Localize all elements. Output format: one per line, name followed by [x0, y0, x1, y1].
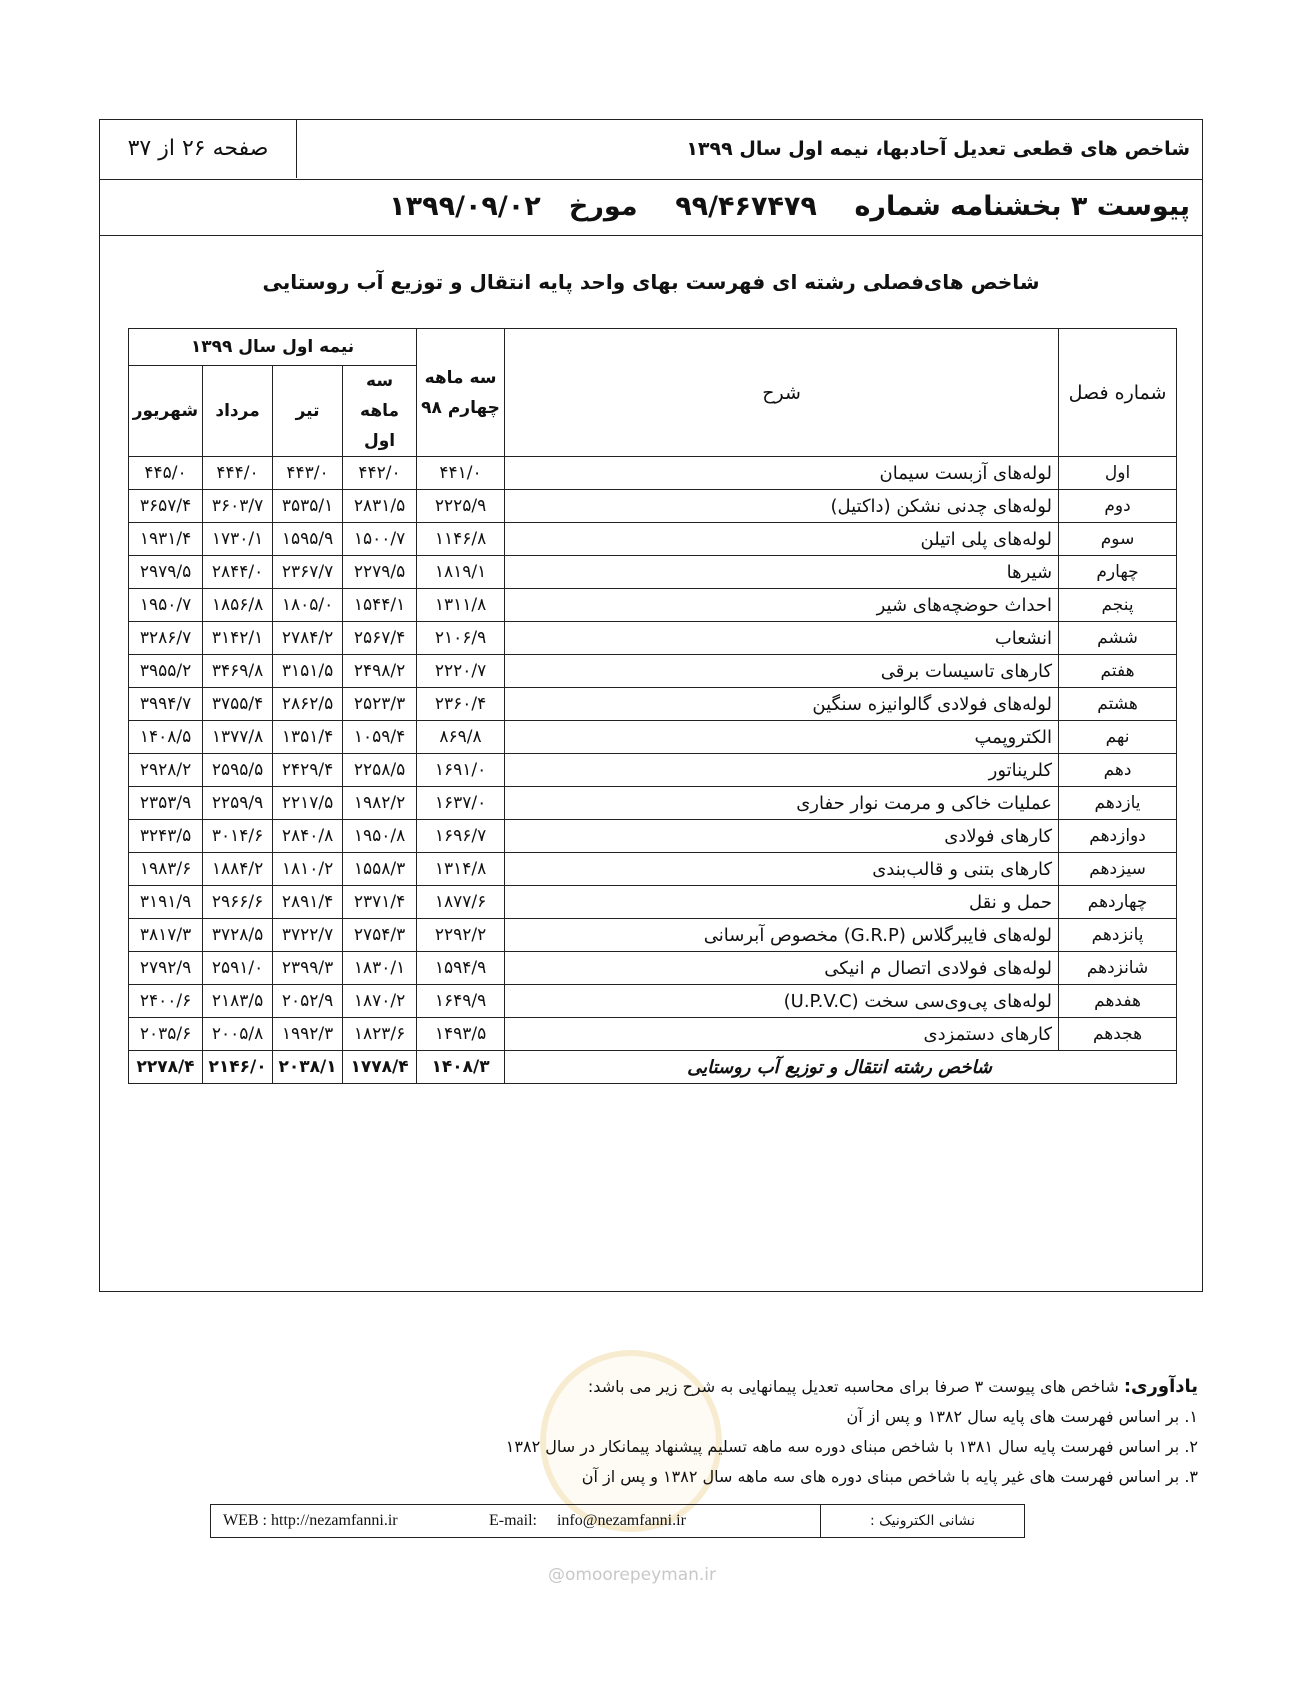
cell-sharh: لوله‌های چدنی نشکن (داکتیل): [505, 490, 1059, 523]
cell-q98: ۱۵۹۴/۹: [417, 952, 505, 985]
cell-mordad: ۳۷۵۵/۴: [203, 688, 273, 721]
cell-tir: ۳۱۵۱/۵: [273, 655, 343, 688]
cell-fasl: پانزدهم: [1059, 919, 1177, 952]
cell-q1: ۲۲۵۸/۵: [343, 754, 417, 787]
cell-mordad: ۱۷۳۰/۱: [203, 523, 273, 556]
table-body: [129, 457, 1177, 1084]
cell-shahrivar: ۲۳۵۳/۹: [129, 787, 203, 820]
cell-q1: ۱۵۰۰/۷: [343, 523, 417, 556]
cell-q1: ۱۰۵۹/۴: [343, 721, 417, 754]
table-title: شاخص های‌فصلی رشته ای فهرست بهای واحد پایه انتقال و توزیع آب روستایی: [262, 270, 1040, 294]
cell-sharh: عملیات خاکی و مرمت نوار حفاری: [505, 787, 1059, 820]
notes-item: ۳. بر اساس فهرست های غیر پایه با شاخص مبنای دوره های سه ماهه سال ۱۳۸۲ و پس از آن: [581, 1467, 1198, 1486]
notes-item: ۲. بر اساس فهرست پایه سال ۱۳۸۱ با شاخص مبنای دوره سه ماهه تسلیم پیشنهاد پیمانکار در سال ۱۳۸۲: [505, 1437, 1198, 1456]
email-link[interactable]: E-mail: info@nezamfanni.ir: [489, 1512, 686, 1529]
cell-q1: ۲۳۷۱/۴: [343, 886, 417, 919]
cell-tir: ۲۴۲۹/۴: [273, 754, 343, 787]
page-frame: [99, 119, 1203, 1292]
col-mordad: مرداد: [203, 366, 273, 457]
cell-sharh: کارهای تاسیسات برقی: [505, 655, 1059, 688]
table-row: [129, 556, 1177, 589]
cell-tir: ۲۳۶۷/۷: [273, 556, 343, 589]
table-row: [129, 787, 1177, 820]
cell-fasl: یازدهم: [1059, 787, 1177, 820]
cell-tir: ۳۵۳۵/۱: [273, 490, 343, 523]
cell-sharh: احداث حوضچه‌های شیر: [505, 589, 1059, 622]
total-label: شاخص رشته انتقال و توزیع آب روستایی: [505, 1051, 1177, 1084]
cell-fasl: دوم: [1059, 490, 1177, 523]
contact-label: نشانی الکترونیک :: [820, 1505, 1024, 1537]
cell-tir: ۲۳۹۹/۳: [273, 952, 343, 985]
cell-mordad: ۱۳۷۷/۸: [203, 721, 273, 754]
cell-tir: ۳۷۲۲/۷: [273, 919, 343, 952]
cell-tir: ۲۸۹۱/۴: [273, 886, 343, 919]
table-row: [129, 490, 1177, 523]
cell-shahrivar: ۲۴۰۰/۶: [129, 985, 203, 1018]
cell-sharh: لوله‌های پی‌وی‌سی سخت (U.P.V.C): [505, 985, 1059, 1018]
col-sharh: شرح: [505, 329, 1059, 457]
cell-q98: ۲۳۶۰/۴: [417, 688, 505, 721]
total-q98: ۱۴۰۸/۳: [417, 1051, 505, 1084]
table-row: [129, 919, 1177, 952]
cell-shahrivar: ۱۹۵۰/۷: [129, 589, 203, 622]
col-shahrivar: شهریور: [129, 366, 203, 457]
cell-q98: ۲۲۲۵/۹: [417, 490, 505, 523]
total-q1: ۱۷۷۸/۴: [343, 1051, 417, 1084]
cell-q1: ۲۵۲۳/۳: [343, 688, 417, 721]
cell-q98: ۱۶۳۷/۰: [417, 787, 505, 820]
cell-mordad: ۲۵۹۱/۰: [203, 952, 273, 985]
cell-q1: ۱۵۴۴/۱: [343, 589, 417, 622]
cell-q98: ۲۱۰۶/۹: [417, 622, 505, 655]
cell-tir: ۱۸۱۰/۲: [273, 853, 343, 886]
cell-fasl: ششم: [1059, 622, 1177, 655]
cell-q98: ۱۶۹۶/۷: [417, 820, 505, 853]
cell-q98: ۱۸۱۹/۱: [417, 556, 505, 589]
cell-tir: ۲۸۴۰/۸: [273, 820, 343, 853]
cell-fasl: هفدهم: [1059, 985, 1177, 1018]
cell-q98: ۴۴۱/۰: [417, 457, 505, 490]
cell-mordad: ۲۸۴۴/۰: [203, 556, 273, 589]
cell-tir: ۱۵۹۵/۹: [273, 523, 343, 556]
contact-box: [210, 1504, 1025, 1538]
cell-q1: ۱۹۵۰/۸: [343, 820, 417, 853]
col-fasl: شماره فصل: [1059, 329, 1177, 457]
cell-mordad: ۲۹۶۶/۶: [203, 886, 273, 919]
notes-item: ۱. بر اساس فهرست های پایه سال ۱۳۸۲ و پس از آن: [846, 1407, 1198, 1426]
cell-shahrivar: ۲۷۹۲/۹: [129, 952, 203, 985]
cell-shahrivar: ۳۲۸۶/۷: [129, 622, 203, 655]
cell-sharh: حمل و نقل: [505, 886, 1059, 919]
cell-tir: ۱۳۵۱/۴: [273, 721, 343, 754]
notes-intro: شاخص های پیوست ۳ صرفا برای محاسبه تعدیل پیمانهایی به شرح زیر می باشد:: [587, 1377, 1124, 1396]
table-row: [129, 523, 1177, 556]
cell-tir: ۱۹۹۲/۳: [273, 1018, 343, 1051]
cell-fasl: شانزدهم: [1059, 952, 1177, 985]
web-link[interactable]: WEB : http://nezamfanni.ir: [223, 1512, 398, 1529]
cell-q98: ۱۸۷۷/۶: [417, 886, 505, 919]
cell-sharh: لوله‌های آزبست سیمان: [505, 457, 1059, 490]
cell-fasl: پنجم: [1059, 589, 1177, 622]
cell-mordad: ۲۵۹۵/۵: [203, 754, 273, 787]
table-row: [129, 886, 1177, 919]
cell-q98: ۲۲۲۰/۷: [417, 655, 505, 688]
cell-mordad: ۳۷۲۸/۵: [203, 919, 273, 952]
cell-sharh: شیرها: [505, 556, 1059, 589]
cell-sharh: کارهای بتنی و قالب‌بندی: [505, 853, 1059, 886]
watermark-text: @omoorepeyman.ir: [548, 1565, 717, 1585]
table-row: [129, 754, 1177, 787]
cell-shahrivar: ۴۴۵/۰: [129, 457, 203, 490]
table-row: [129, 655, 1177, 688]
cell-shahrivar: ۳۶۵۷/۴: [129, 490, 203, 523]
cell-mordad: ۳۰۱۴/۶: [203, 820, 273, 853]
col-tir: تیر: [273, 366, 343, 457]
cell-q98: ۱۱۴۶/۸: [417, 523, 505, 556]
cell-q1: ۱۵۵۸/۳: [343, 853, 417, 886]
index-table: [128, 328, 1177, 1084]
table-row: [129, 1018, 1177, 1051]
cell-q1: ۱۸۳۰/۱: [343, 952, 417, 985]
cell-tir: ۲۲۱۷/۵: [273, 787, 343, 820]
cell-fasl: اول: [1059, 457, 1177, 490]
cell-q1: ۱۸۷۰/۲: [343, 985, 417, 1018]
cell-mordad: ۳۴۶۹/۸: [203, 655, 273, 688]
circular-title: پیوست ۳ بخشنامه شماره ۹۹/۴۶۷۴۷۹ مورخ ۱۳۹۹/۰۹/۰۲: [389, 191, 1190, 222]
table-row: [129, 622, 1177, 655]
total-tir: ۲۰۳۸/۱: [273, 1051, 343, 1084]
cell-sharh: لوله‌های پلی اتیلن: [505, 523, 1059, 556]
cell-mordad: ۴۴۴/۰: [203, 457, 273, 490]
cell-sharh: کارهای فولادی: [505, 820, 1059, 853]
page-number: صفحه ۲۶ از ۳۷: [100, 120, 297, 178]
cell-q1: ۲۲۷۹/۵: [343, 556, 417, 589]
cell-q98: ۱۶۴۹/۹: [417, 985, 505, 1018]
cell-mordad: ۲۱۸۳/۵: [203, 985, 273, 1018]
table-row: [129, 952, 1177, 985]
cell-tir: ۲۷۸۴/۲: [273, 622, 343, 655]
cell-sharh: کلریناتور: [505, 754, 1059, 787]
cell-mordad: ۱۸۵۶/۸: [203, 589, 273, 622]
table-row: [129, 457, 1177, 490]
cell-shahrivar: ۳۲۴۳/۵: [129, 820, 203, 853]
table-row: [129, 985, 1177, 1018]
cell-shahrivar: ۲۰۳۵/۶: [129, 1018, 203, 1051]
notes-lead: یادآوری:: [1123, 1376, 1198, 1397]
cell-q98: ۱۶۹۱/۰: [417, 754, 505, 787]
circular-row: [100, 180, 1202, 236]
cell-fasl: نهم: [1059, 721, 1177, 754]
cell-q98: ۱۳۱۱/۸: [417, 589, 505, 622]
total-shahrivar: ۲۲۷۸/۴: [129, 1051, 203, 1084]
cell-mordad: ۲۲۵۹/۹: [203, 787, 273, 820]
cell-fasl: چهاردهم: [1059, 886, 1177, 919]
cell-sharh: لوله‌های فولادی گالوانیزه سنگین: [505, 688, 1059, 721]
cell-sharh: الکتروپمپ: [505, 721, 1059, 754]
cell-shahrivar: ۳۹۹۴/۷: [129, 688, 203, 721]
cell-tir: ۲۸۶۲/۵: [273, 688, 343, 721]
col-q1: سه ماهه اول: [343, 366, 417, 457]
total-row: [129, 1051, 1177, 1084]
cell-fasl: هجدهم: [1059, 1018, 1177, 1051]
cell-shahrivar: ۲۹۷۹/۵: [129, 556, 203, 589]
cell-q1: ۲۵۶۷/۴: [343, 622, 417, 655]
cell-fasl: دهم: [1059, 754, 1177, 787]
cell-fasl: چهارم: [1059, 556, 1177, 589]
col-half: نیمه اول سال ۱۳۹۹: [129, 329, 417, 366]
cell-q98: ۱۳۱۴/۸: [417, 853, 505, 886]
table-row: [129, 820, 1177, 853]
cell-shahrivar: ۱۴۰۸/۵: [129, 721, 203, 754]
col-q98: سه ماهه چهارم ۹۸: [417, 329, 505, 457]
cell-shahrivar: ۱۹۸۳/۶: [129, 853, 203, 886]
cell-mordad: ۱۸۸۴/۲: [203, 853, 273, 886]
total-mordad: ۲۱۴۶/۰: [203, 1051, 273, 1084]
cell-sharh: انشعاب: [505, 622, 1059, 655]
cell-tir: ۴۴۳/۰: [273, 457, 343, 490]
cell-q1: ۲۸۳۱/۵: [343, 490, 417, 523]
cell-q1: ۴۴۲/۰: [343, 457, 417, 490]
cell-fasl: هفتم: [1059, 655, 1177, 688]
cell-q98: ۱۴۹۳/۵: [417, 1018, 505, 1051]
cell-mordad: ۳۶۰۳/۷: [203, 490, 273, 523]
cell-sharh: کارهای دستمزدی: [505, 1018, 1059, 1051]
table-row: [129, 853, 1177, 886]
cell-q98: ۸۶۹/۸: [417, 721, 505, 754]
cell-sharh: لوله‌های فایبرگلاس (G.R.P) مخصوص آبرسانی: [505, 919, 1059, 952]
table-row: [129, 721, 1177, 754]
cell-mordad: ۳۱۴۲/۱: [203, 622, 273, 655]
cell-q1: ۱۹۸۲/۲: [343, 787, 417, 820]
cell-q1: ۲۷۵۴/۳: [343, 919, 417, 952]
cell-shahrivar: ۳۱۹۱/۹: [129, 886, 203, 919]
cell-mordad: ۲۰۰۵/۸: [203, 1018, 273, 1051]
cell-shahrivar: ۳۸۱۷/۳: [129, 919, 203, 952]
table-row: [129, 589, 1177, 622]
cell-q1: ۱۸۲۳/۶: [343, 1018, 417, 1051]
cell-shahrivar: ۳۹۵۵/۲: [129, 655, 203, 688]
cell-shahrivar: ۲۹۲۸/۲: [129, 754, 203, 787]
header-row: [100, 120, 1202, 180]
table-row: [129, 688, 1177, 721]
cell-fasl: دوازدهم: [1059, 820, 1177, 853]
cell-fasl: هشتم: [1059, 688, 1177, 721]
cell-shahrivar: ۱۹۳۱/۴: [129, 523, 203, 556]
cell-q98: ۲۲۹۲/۲: [417, 919, 505, 952]
cell-tir: ۱۸۰۵/۰: [273, 589, 343, 622]
cell-tir: ۲۰۵۲/۹: [273, 985, 343, 1018]
cell-fasl: سیزدهم: [1059, 853, 1177, 886]
cell-q1: ۲۴۹۸/۲: [343, 655, 417, 688]
cell-sharh: لوله‌های فولادی اتصال م انیکی: [505, 952, 1059, 985]
notes: [506, 1372, 1198, 1492]
page-title: شاخص های قطعی تعدیل آحادبها، نیمه اول سال ۱۳۹۹: [686, 138, 1190, 160]
cell-fasl: سوم: [1059, 523, 1177, 556]
